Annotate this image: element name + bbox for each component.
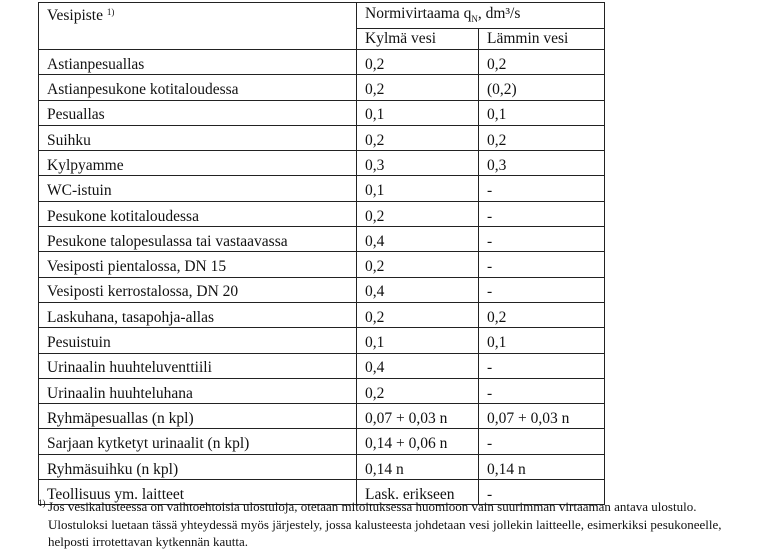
cell-lammin-vesi: - [479,227,605,252]
cell-kylma-vesi: Lask. erikseen [357,480,479,505]
cell-kylma-vesi: 0,2 [357,378,479,403]
flow-rate-table [38,2,605,505]
cell-lammin-vesi: - [479,176,605,201]
cell-vesipiste: Pesukone kotitaloudessa [39,201,357,226]
cell-vesipiste: Suihku [39,125,357,150]
cell-vesipiste: Pesuallas [39,100,357,125]
cell-lammin-vesi: 0,2 [479,125,605,150]
cell-vesipiste: Pesuistuin [39,328,357,353]
cell-kylma-vesi: 0,4 [357,277,479,302]
cell-vesipiste: Pesukone talopesulassa tai vastaavassa [39,227,357,252]
cell-lammin-vesi: - [479,252,605,277]
table-row [39,201,605,226]
cell-vesipiste: Ryhmäsuihku (n kpl) [39,454,357,479]
cell-kylma-vesi: 0,1 [357,176,479,201]
table-row [39,176,605,201]
header-vesipiste [39,3,357,50]
cell-vesipiste: Laskuhana, tasapohja-allas [39,302,357,327]
table-row [39,125,605,150]
cell-vesipiste: Teollisuus ym. laitteet [39,480,357,505]
cell-lammin-vesi: 0,1 [479,100,605,125]
cell-kylma-vesi: 0,1 [357,328,479,353]
cell-kylma-vesi: 0,07 + 0,03 n [357,404,479,429]
table-row [39,227,605,252]
cell-kylma-vesi: 0,14 + 0,06 n [357,429,479,454]
cell-vesipiste: Urinaalin huuhteluhana [39,378,357,403]
cell-lammin-vesi: 0,2 [479,302,605,327]
cell-kylma-vesi: 0,1 [357,100,479,125]
cell-vesipiste: Kylpyamme [39,151,357,176]
cell-lammin-vesi: - [479,429,605,454]
cell-kylma-vesi: 0,4 [357,227,479,252]
cell-lammin-vesi: (0,2) [479,75,605,100]
cell-lammin-vesi: - [479,353,605,378]
cell-vesipiste: Vesiposti kerrostalossa, DN 20 [39,277,357,302]
table-row [39,328,605,353]
cell-kylma-vesi: 0,2 [357,252,479,277]
footnote-text: Jos vesikalusteessa on vaihtoehtoisia ulostuloja, otetaan mitoituksessa huomioon vain suurimman virtaaman antava ulostulo. Ulostuloksi luetaan tässä yhteydessä myös järjestely, jossa kalusteesta johdetaan vesi jollekin laitteelle, esimerkiksi pesukoneelle, helposti irrotettavan kytkennän kautta. [48,499,722,549]
table-row [39,429,605,454]
table-row [39,151,605,176]
cell-vesipiste: Astianpesukone kotitaloudessa [39,75,357,100]
cell-lammin-vesi: - [479,201,605,226]
header-normivirtaama-unit: , dm³/s [477,5,521,23]
footnote-mark: 1) [38,498,46,508]
cell-lammin-vesi: 0,3 [479,151,605,176]
header-normivirtaama-subscript: N [471,14,478,25]
cell-lammin-vesi: - [479,378,605,403]
cell-lammin-vesi: 0,1 [479,328,605,353]
cell-kylma-vesi: 0,4 [357,353,479,378]
cell-kylma-vesi: 0,2 [357,50,479,75]
cell-kylma-vesi: 0,2 [357,75,479,100]
cell-lammin-vesi: 0,2 [479,50,605,75]
table-row [39,378,605,403]
table-row [39,454,605,479]
cell-lammin-vesi: 0,14 n [479,454,605,479]
cell-kylma-vesi: 0,3 [357,151,479,176]
table-row [39,75,605,100]
table-row [39,277,605,302]
table-row [39,252,605,277]
table-row [39,100,605,125]
header-normivirtaama [357,3,605,29]
header-normivirtaama-label: Normivirtaama q [365,5,472,23]
table-row [39,404,605,429]
cell-vesipiste: Sarjaan kytketyt urinaalit (n kpl) [39,429,357,454]
cell-vesipiste: WC-istuin [39,176,357,201]
header-lammin-vesi: Lämmin vesi [479,29,605,50]
cell-vesipiste: Vesiposti pientalossa, DN 15 [39,252,357,277]
table-row [39,302,605,327]
footnote-ref: 1) [106,7,115,17]
table-row [39,50,605,75]
cell-kylma-vesi: 0,14 n [357,454,479,479]
cell-lammin-vesi: - [479,277,605,302]
cell-vesipiste: Astianpesuallas [39,50,357,75]
header-kylma-vesi: Kylmä vesi [357,29,479,50]
header-vesipiste-label: Vesipiste [47,7,103,24]
table-row [39,353,605,378]
cell-vesipiste: Ryhmäpesuallas (n kpl) [39,404,357,429]
footnote [38,498,753,551]
cell-lammin-vesi: 0,07 + 0,03 n [479,404,605,429]
cell-kylma-vesi: 0,2 [357,201,479,226]
cell-lammin-vesi: - [479,480,605,505]
cell-kylma-vesi: 0,2 [357,125,479,150]
table-header-row [39,3,605,29]
cell-vesipiste: Urinaalin huuhteluventtiili [39,353,357,378]
cell-kylma-vesi: 0,2 [357,302,479,327]
